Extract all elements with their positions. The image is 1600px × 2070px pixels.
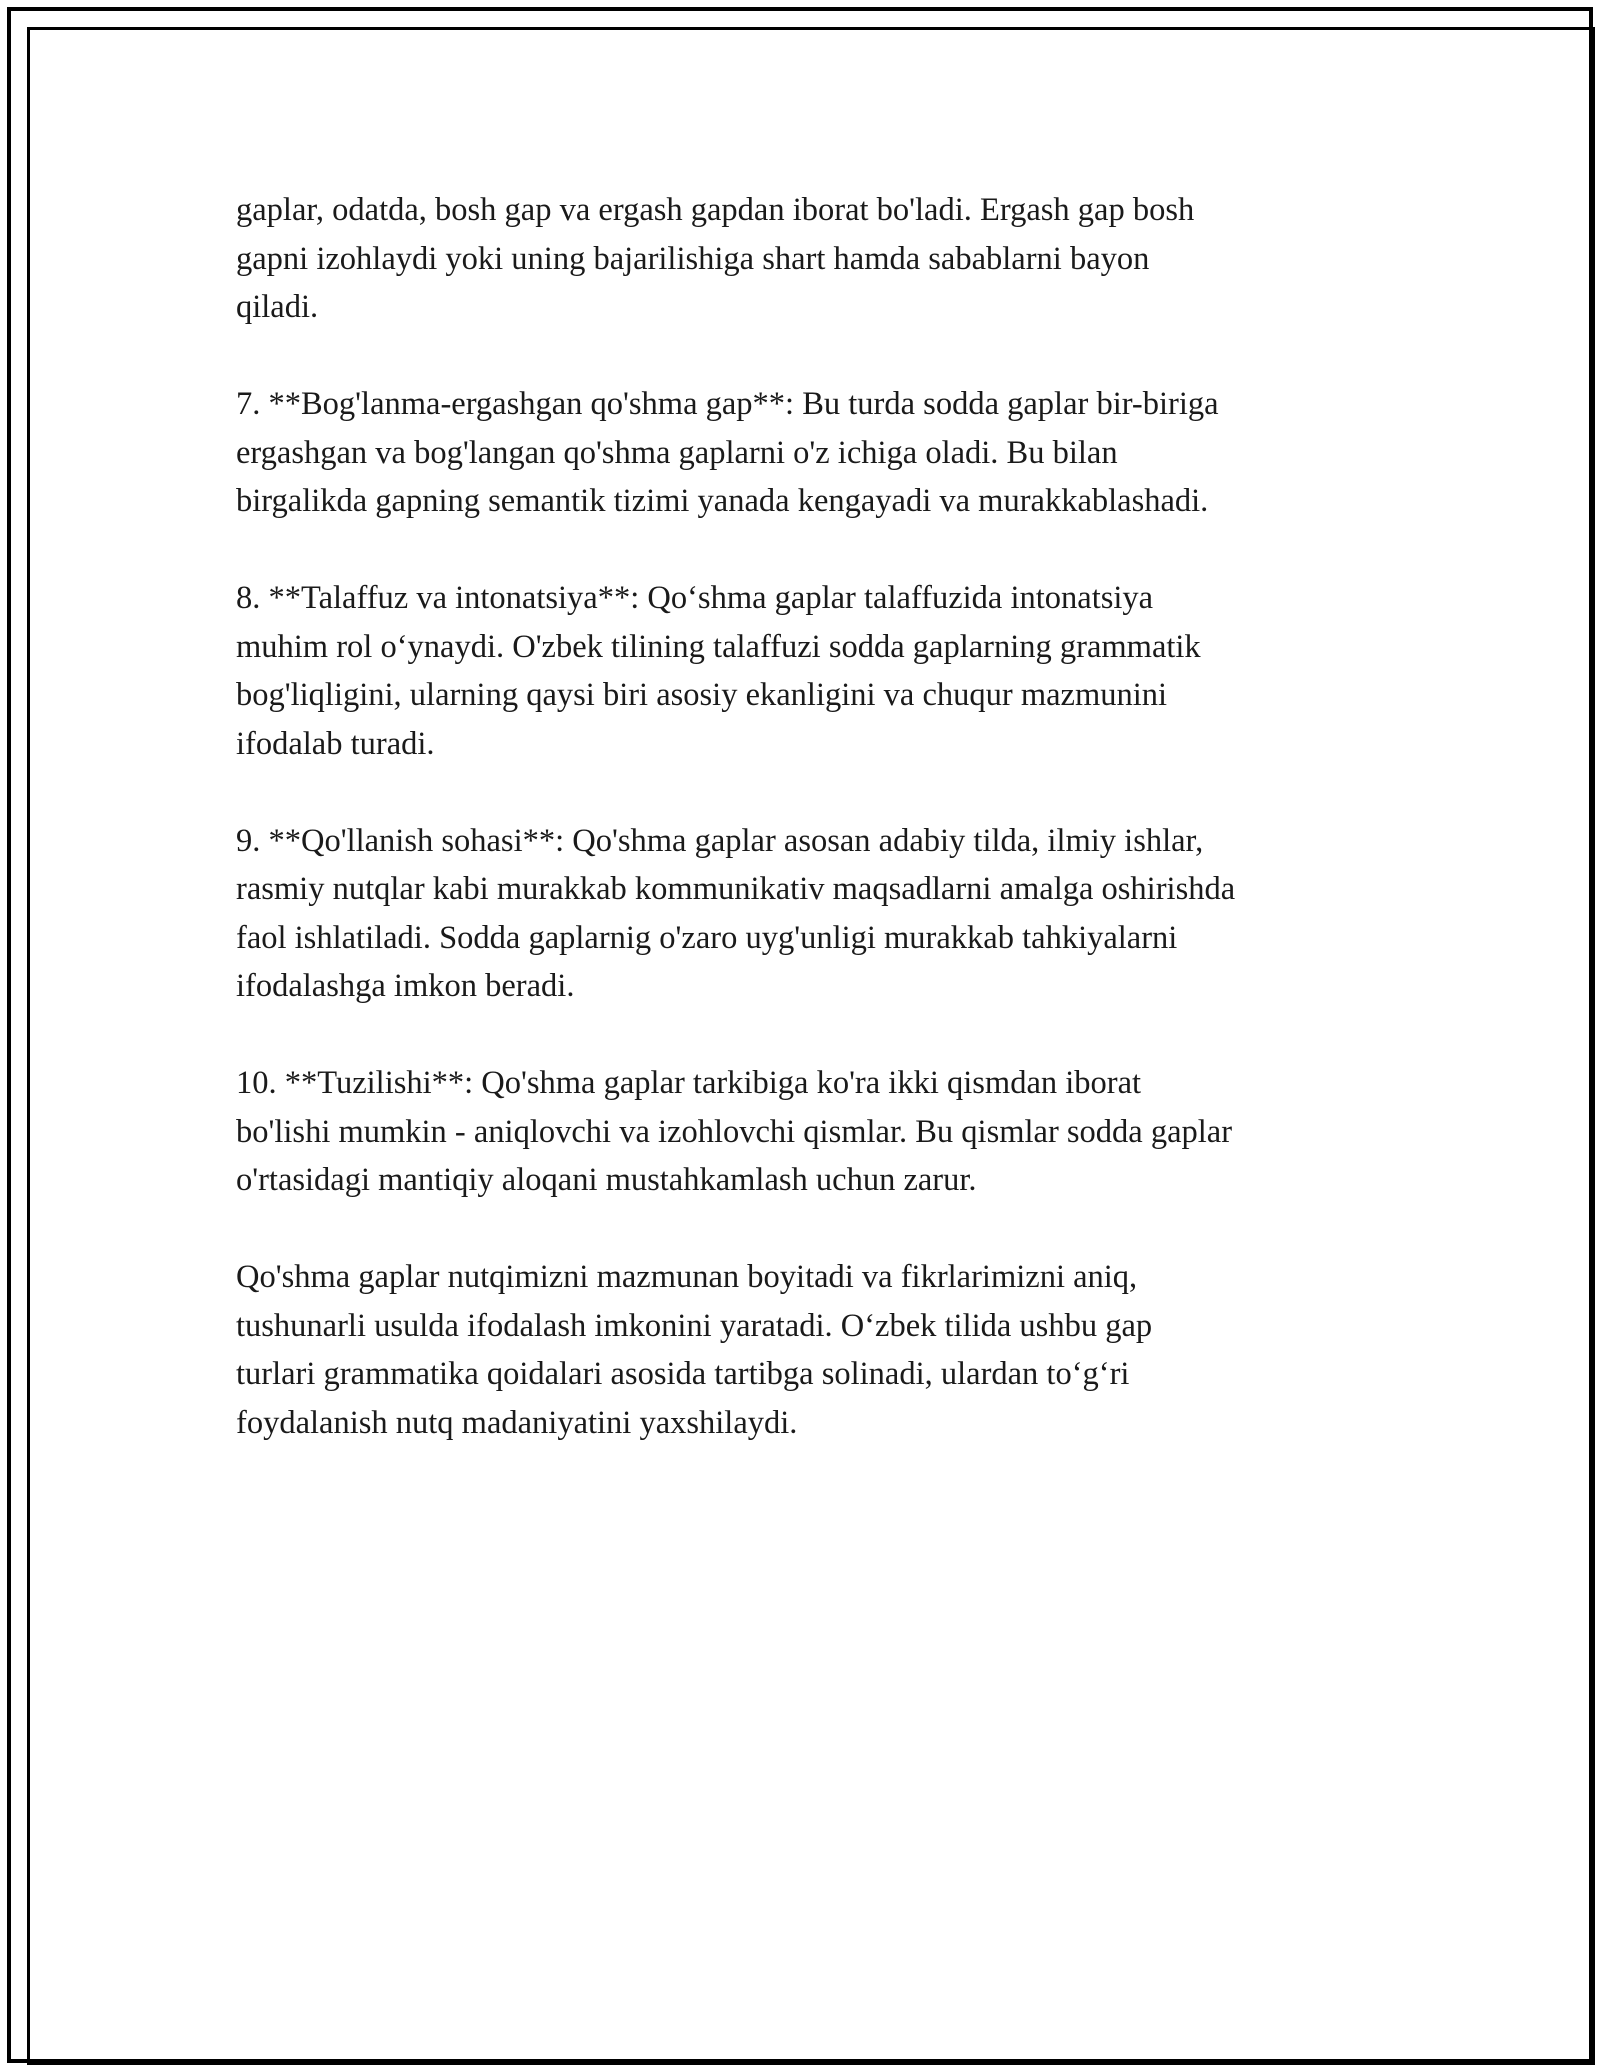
paragraph-item-8: 8. **Talaffuz va intonatsiya**: Qo‘shma gaplar talaffuzida intonatsiya muhim rol o‘ynaydi. O'zbek tilining talaffuzi sodda gaplarning grammatik bog'liqligini, ularning qaysi biri asosiy ekanligini va chuqur mazmunini ifodalab turadi. [236,580,1201,762]
paragraph-item-7: 7. **Bog'lanma-ergashgan qo'shma gap**: Bu turda sodda gaplar bir-biriga ergashgan va bog'langan qo'shma gaplarni o'z ichiga oladi. Bu bilan birgalikda gapning semantik tizimi yanada kengayadi va murakkablashadi. [236,386,1219,519]
paragraph-item-10: 10. **Tuzilishi**: Qo'shma gaplar tarkibiga ko'ra ikki qismdan iborat bo'lishi mumkin - aniqlovchi va izohlovchi qismlar. Bu qismlar sodda gaplar o'rtasidagi mantiqiy aloqani mustahkamlash uchun zarur. [236,1065,1233,1198]
paragraph-conclusion: Qo'shma gaplar nutqimizni mazmunan boyitadi va fikrlarimizni aniq, tushunarli usulda ifodalash imkonini yaratadi. O‘zbek tilida ushbu gap turlari grammatika qoidalari asosida tartibga solinadi, ulardan to‘g‘ri foydalanish nutq madaniyatini yaxshilaydi. [236,1259,1153,1441]
document-body [236,186,1376,1496]
paragraph-continuation: gaplar, odatda, bosh gap va ergash gapdan iborat bo'ladi. Ergash gap bosh gapni izohlaydi yoki uning bajarilishiga shart hamda sabablarni bayon qiladi. [236,192,1195,325]
paragraph-item-9: 9. **Qo'llanish sohasi**: Qo'shma gaplar asosan adabiy tilda, ilmiy ishlar, rasmiy nutqlar kabi murakkab kommunikativ maqsadlarni amalga oshirishda faol ishlatiladi. Sodda gaplarnig o'zaro uyg'unligi murakkab tahkiyalarni ifodalashga imkon beradi. [236,822,1236,1004]
